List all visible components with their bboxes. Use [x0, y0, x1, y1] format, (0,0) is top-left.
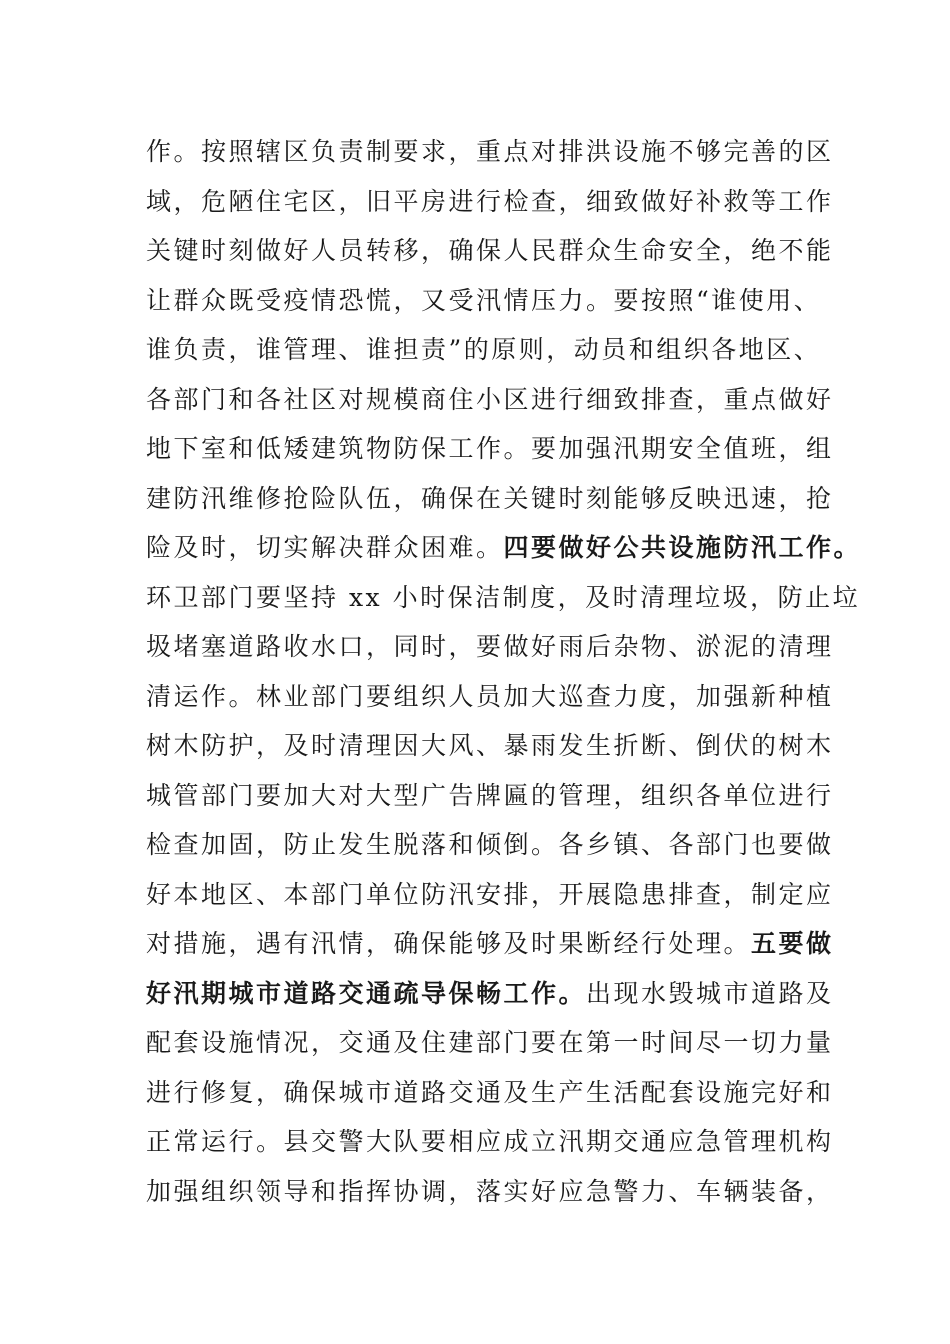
- text-segment: 关键时刻做好人员转移，确保人民群众生命安全，绝不能: [146, 236, 834, 265]
- text-segment: 清运作。林业部门要组织人员加大巡查力度，加强新种植: [146, 681, 834, 711]
- text-line: [146, 474, 834, 524]
- bold-heading-segment: 好汛期城市道路交通疏导保畅工作。: [146, 978, 587, 1008]
- text-line: [146, 820, 834, 870]
- text-segment: 加强组织领导和指挥协调，落实好应急警力、车辆装备，: [146, 1176, 834, 1206]
- text-line: [146, 622, 834, 672]
- text-line: [146, 969, 834, 1019]
- text-segment: 域，危陋住宅区，旧平房进行检查，细致做好补救等工作: [146, 186, 834, 216]
- text-line: [146, 1167, 834, 1217]
- text-segment: 让群众既受疫情恐慌，又受汛情压力。要按照“谁使用、: [146, 285, 822, 315]
- text-segment: 谁负责，谁管理、谁担责”的原则，动员和组织各地区、: [146, 335, 822, 364]
- text-line: [146, 276, 826, 326]
- text-segment: 各部门和各社区对规模商住小区进行细致排查，重点做好: [146, 384, 834, 414]
- text-line: [146, 672, 834, 722]
- text-line: [146, 573, 861, 623]
- text-segment: 对措施，遇有汛情，确保能够及时果断经行处理。: [146, 929, 752, 958]
- text-line: [146, 721, 834, 771]
- text-line: [146, 325, 826, 375]
- text-segment: 作。按照辖区负责制要求，重点对排洪设施不够完善的区: [146, 137, 834, 166]
- text-segment: 正常运行。县交警大队要相应成立汛期交通应急管理机构: [146, 1127, 834, 1156]
- text-segment: 地下室和低矮建筑物防保工作。要加强汛期安全值班，组: [146, 434, 834, 463]
- text-line: [146, 523, 862, 573]
- text-line: [146, 226, 834, 276]
- text-segment: 出现水毁城市道路及: [586, 978, 834, 1008]
- text-segment: 城管部门要加大对大型广告牌匾的管理，组织各单位进行: [146, 780, 834, 810]
- text-line: [146, 1068, 834, 1118]
- text-segment: 环卫部门要坚持 xx 小时保洁制度，及时清理垃圾，防止垃: [146, 582, 861, 612]
- text-line: [146, 424, 834, 474]
- text-line: [146, 870, 834, 920]
- text-segment: 险及时，切实解决群众困难。: [146, 533, 504, 562]
- text-segment: 圾堵塞道路收水口，同时，要做好雨后杂物、淤泥的清理: [146, 632, 834, 661]
- text-line: [146, 919, 834, 969]
- text-segment: 好本地区、本部门单位防汛安排，开展隐患排查，制定应: [146, 879, 834, 909]
- text-segment: 检查加固，防止发生脱落和倾倒。各乡镇、各部门也要做: [146, 830, 834, 859]
- text-line: [146, 1018, 834, 1068]
- text-line: [146, 1117, 834, 1167]
- text-segment: 建防汛维修抢险队伍，确保在关键时刻能够反映迅速，抢: [146, 483, 834, 513]
- text-line: [146, 127, 834, 177]
- text-segment: 树木防护，及时清理因大风、暴雨发生折断、倒伏的树木: [146, 731, 834, 760]
- text-line: [146, 177, 834, 227]
- text-line: [146, 375, 834, 425]
- body-text: [146, 127, 862, 1216]
- bold-heading-segment: 五要做: [751, 929, 834, 958]
- text-segment: 配套设施情况，交通及住建部门要在第一时间尽一切力量: [146, 1028, 834, 1057]
- text-line: [146, 771, 834, 821]
- text-segment: 进行修复，确保城市道路交通及生产生活配套设施完好和: [146, 1077, 834, 1107]
- bold-heading-segment: 四要做好公共设施防汛工作。: [503, 533, 862, 562]
